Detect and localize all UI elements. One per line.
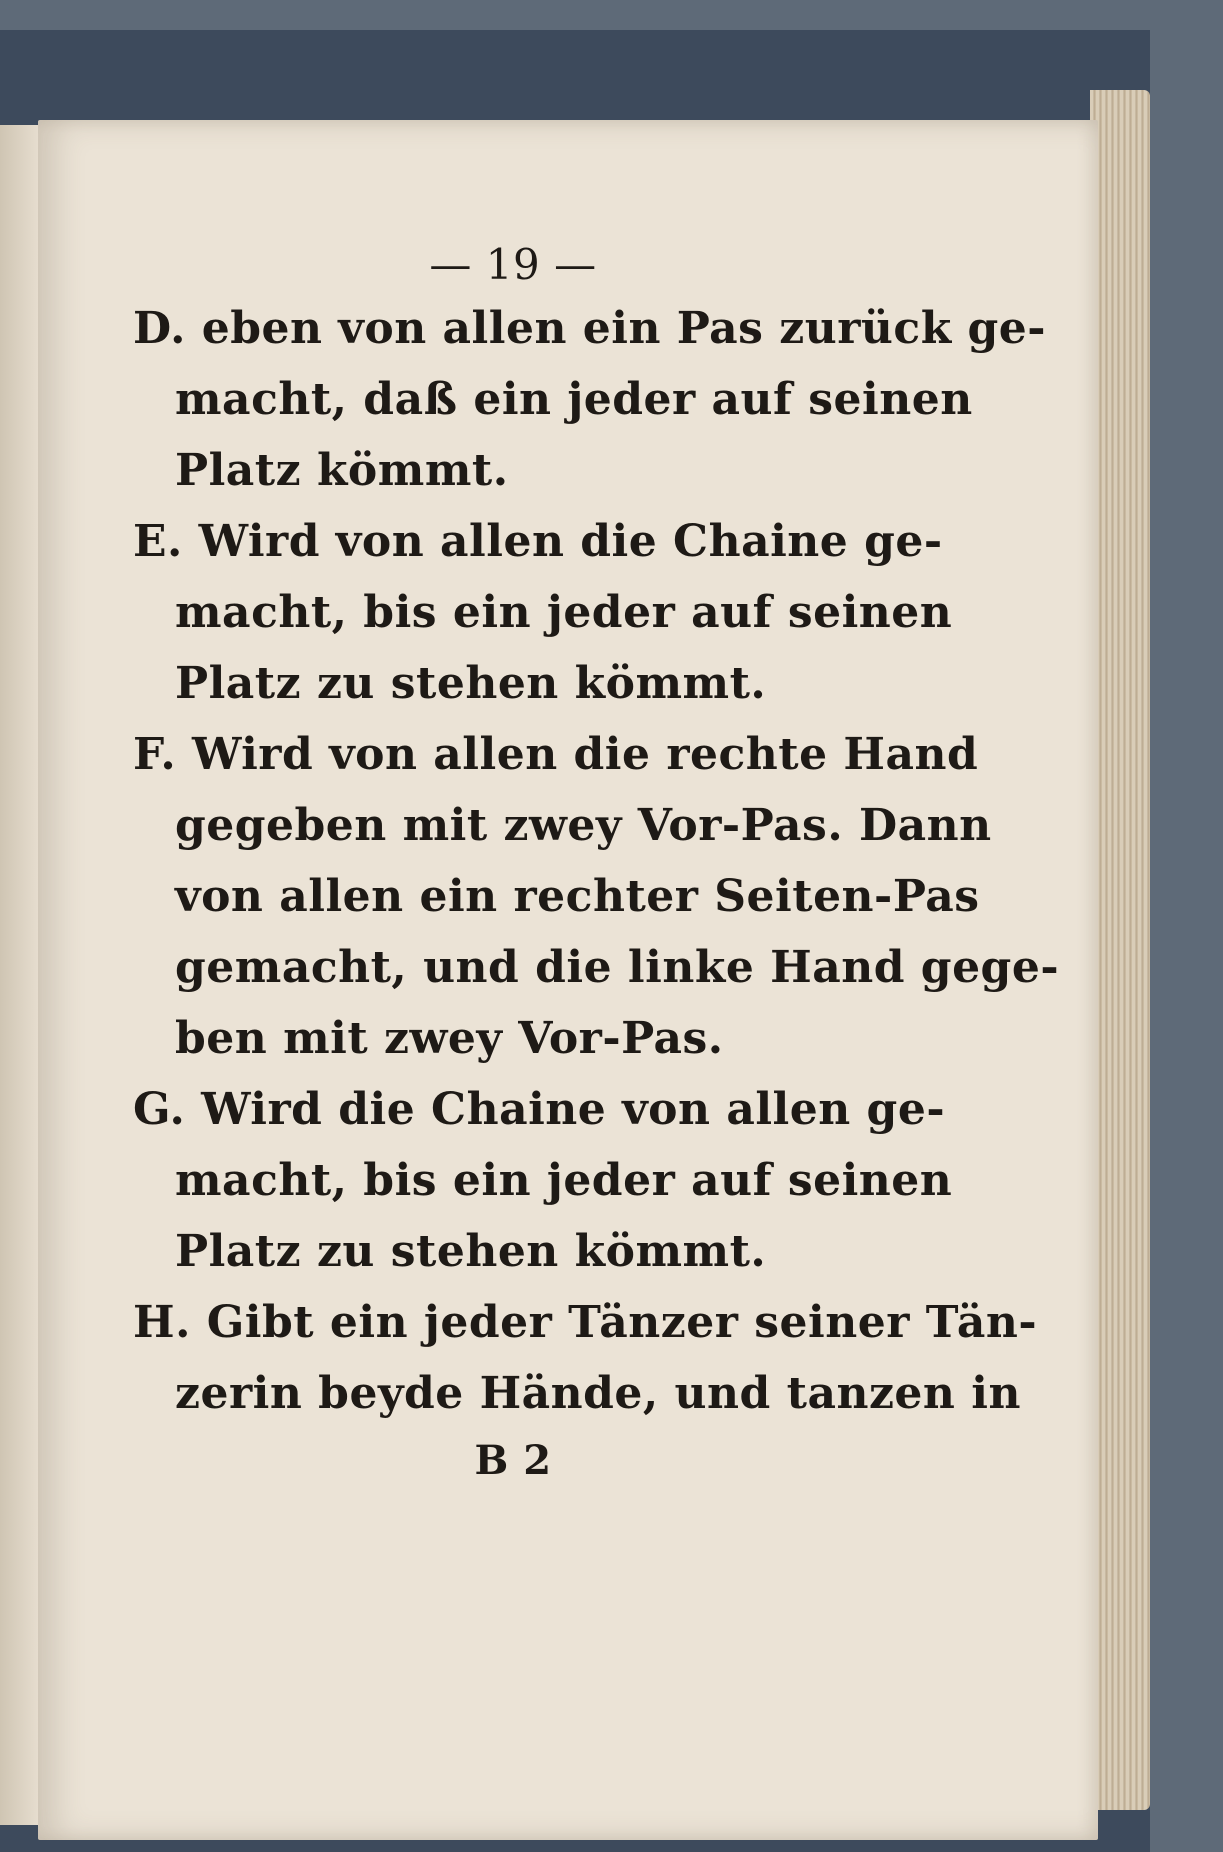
text-lines: [133, 293, 1060, 1429]
text-line: gemacht, und die linke Hand gege-: [175, 942, 1060, 993]
signature-mark: B 2: [474, 1437, 552, 1484]
text-line: D. eben von allen ein Pas zurück ge-: [133, 303, 1047, 354]
text-line: von allen ein rechter Seiten-Pas: [175, 871, 980, 922]
text-line: Platz kömmt.: [175, 445, 509, 496]
text-line: macht, daß ein jeder auf seinen: [175, 374, 973, 425]
page-text: [133, 240, 1060, 1484]
text-line: macht, bis ein jeder auf seinen: [175, 1155, 953, 1206]
book-page: [38, 120, 1098, 1840]
text-line: macht, bis ein jeder auf seinen: [175, 587, 953, 638]
text-line: zerin beyde Hände, und tanzen in: [175, 1368, 1021, 1419]
text-line: Platz zu stehen kömmt.: [175, 1226, 767, 1277]
text-line: G. Wird die Chaine von allen ge-: [133, 1084, 946, 1135]
text-line: F. Wird von allen die rechte Hand: [133, 729, 979, 780]
book: [0, 30, 1150, 1852]
text-line: Platz zu stehen kömmt.: [175, 658, 767, 709]
text-line: E. Wird von allen die Chaine ge-: [133, 516, 943, 567]
text-line: gegeben mit zwey Vor-Pas. Dann: [175, 800, 992, 851]
page-edge-stack: [1090, 90, 1150, 1810]
page-number: — 19 —: [429, 240, 597, 289]
left-page-edge: [0, 125, 40, 1825]
text-line: ben mit zwey Vor-Pas.: [175, 1013, 724, 1064]
text-line: H. Gibt ein jeder Tänzer seiner Tän-: [133, 1297, 1038, 1348]
